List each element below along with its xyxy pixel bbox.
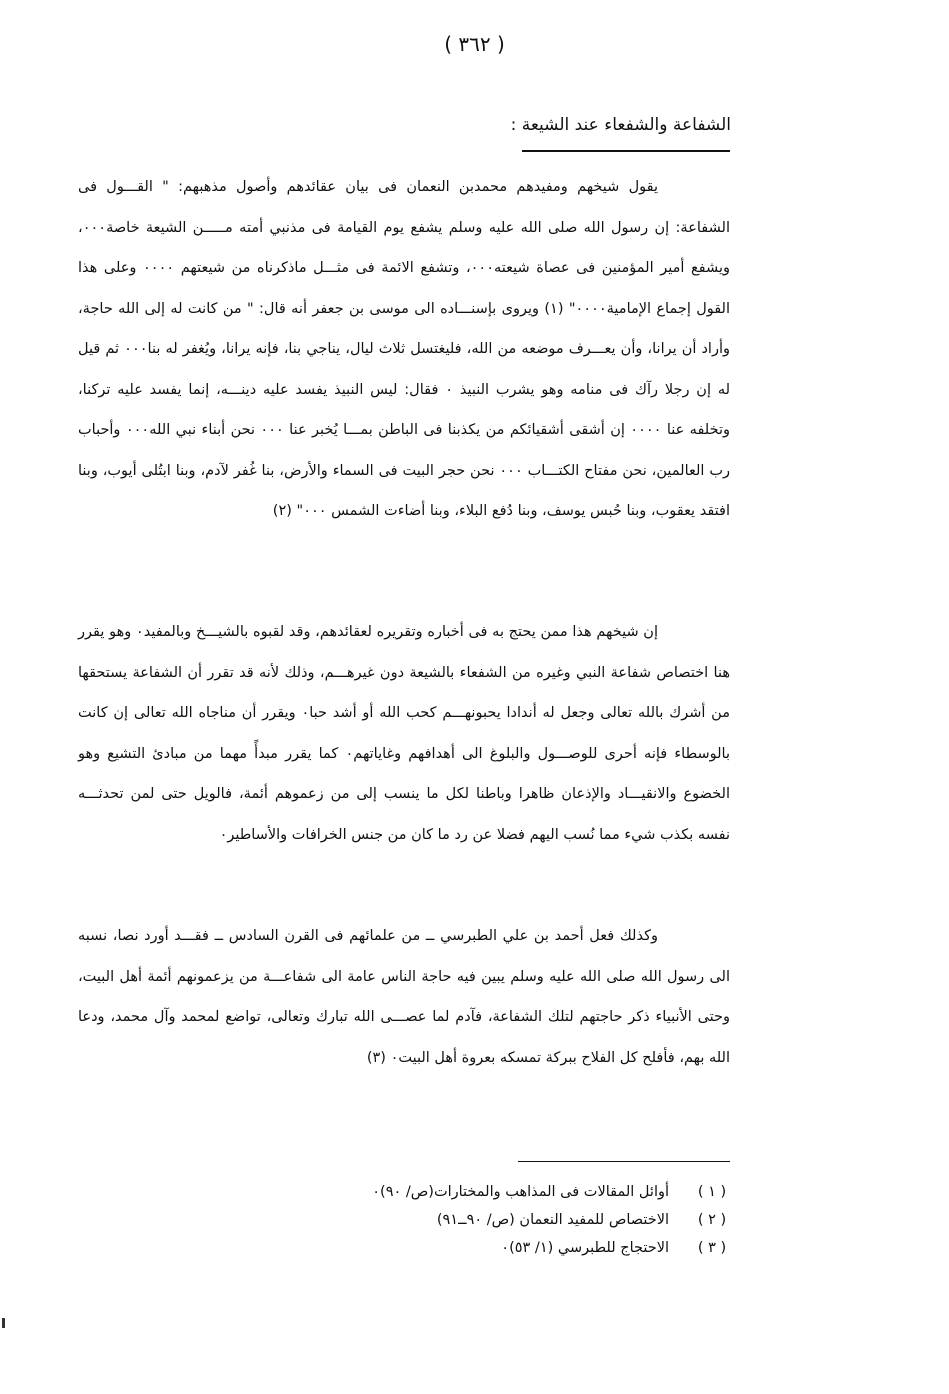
page-number: ( ٣٦٢ ): [444, 32, 505, 56]
footnotes: [372, 1178, 729, 1262]
footnote-1: [372, 1178, 729, 1206]
paragraph-2: إن شيخهم هذا ممن يحتج به فى أخباره وتقريره لعقائدهم، وقد لقبوه بالشيـــخ وبالمفيد٠ وهو يقرر هنا اختصاص شفاعة النبي وغيره من الشفعاء بالشيعة دون غيرهـــم، وذلك لأنه قد تقرر أن الشفاعة يستحقها من أشرك بالله تعالى وجعل له أندادا يحبونهـــم كحب الله أو أشد حبا٠ ويقرر أن مناجاه الله تعالى إن كانت بالوسطاء فإنه أحرى للوصـــول والبلوغ الى أهدافهم وغاياتهم٠ كما يقرر مبدأً مهما من مبادئ التشيع وهو الخضوع والانقيـــاد والإذعان ظاهرا وباطنا لكل ما ينسب إلى من زعموهم أئمة، فالويل حتى لمن تحدثـــه نفسه بكذب شيء مما نُسب اليهم فضلا عن رد ما كان من جنس الخرافات والأساطير٠: [78, 624, 730, 843]
footnote-text: الاختصاص للمفيد النعمان (ص/ ٩٠ــ٩١): [436, 1212, 669, 1228]
title-underline: [522, 150, 730, 152]
footnote-3: [372, 1234, 729, 1262]
section-title: الشفاعة والشفعاء عند الشيعة :: [510, 115, 731, 135]
footnote-2: [372, 1206, 729, 1234]
footnote-separator: [518, 1161, 730, 1162]
footnote-text: أوائل المقالات فى المذاهب والمختارات(ص/ ٩٠)٠: [372, 1184, 669, 1200]
scan-margin-mark: [2, 1318, 5, 1328]
paragraph-3: وكذلك فعل أحمد بن علي الطبرسي ــ من علمائهم فى القرن السادس ــ فقـــد أورد نصا، نسبه الى رسول الله صلى الله عليه وسلم يبين فيه حاجة الناس عامة الى شفاعـــة من يزعمونهم أئمة أهل البيت، وحتى الأنبياء ذكر حاجتهم لتلك الشفاعة، فآدم لما عصـــى الله تبارك وتعالى، تواضع لمحمد وآل محمد، ودعا الله بهم، فأفلح كل الفلاح ببركة تمسكه بعروة أهل البيت٠ (٣): [78, 928, 730, 1066]
footnote-text: الاحتجاج للطبرسي (١/ ٥٣)٠: [501, 1240, 669, 1256]
footnote-number: ( ٣ ): [697, 1240, 727, 1256]
footnote-number: ( ٢ ): [697, 1212, 727, 1228]
paragraph-1: يقول شيخهم ومفيدهم محمدبن النعمان فى بيان عقائدهم وأصول مذهبهم: " القـــول فى الشفاعة: إن رسول الله صلى الله عليه وسلم يشفع يوم القيامة فى مذنبي أمته مـــــن الشيعة خاصة٠٠٠، ويشفع أمير المؤمنين فى عصاة شيعته٠٠٠، وتشفع الائمة فى مثـــل ماذكرناه من شيعتهم ٠٠٠٠ وعلى هذا القول إجماع الإمامية٠٠٠٠" (١) ويروى بإسنـــاده الى موسى بن جعفر أنه قال: " من كانت له إلى الله حاجة، وأراد أن يرانا، وأن يعـــرف موضعه من الله، فليغتسل ثلاث ليال، يناجي بنا، فإنه يرانا، ويُغفر له بنا٠٠٠ ثم قيل له إن رجلا رآك فى منامه وهو يشرب النبيذ ٠ فقال: ليس النبيذ يفسد عليه دينـــه، إنما يفسد عليه تركنا، وتخلفه عنا ٠٠٠٠ إن أشقى أشقيائكم من يكذبنا فى الباطن بمـــا يُخبر عنا ٠٠٠ نحن أبناء نبي الله٠٠٠ وأحباب رب العالمين، نحن مفتاح الكتـــاب ٠٠٠ نحن حجر البيت فى السماء والأرض، بنا غُفر لآدم، وبنا ابتُلى أيوب، وبنا افتقد يعقوب، وبنا حُبس يوسف، وبنا دُفع البلاء، وبنا أضاءت الشمس ٠٠٠" (٢): [78, 179, 731, 519]
footnote-number: ( ١ ): [697, 1184, 727, 1200]
